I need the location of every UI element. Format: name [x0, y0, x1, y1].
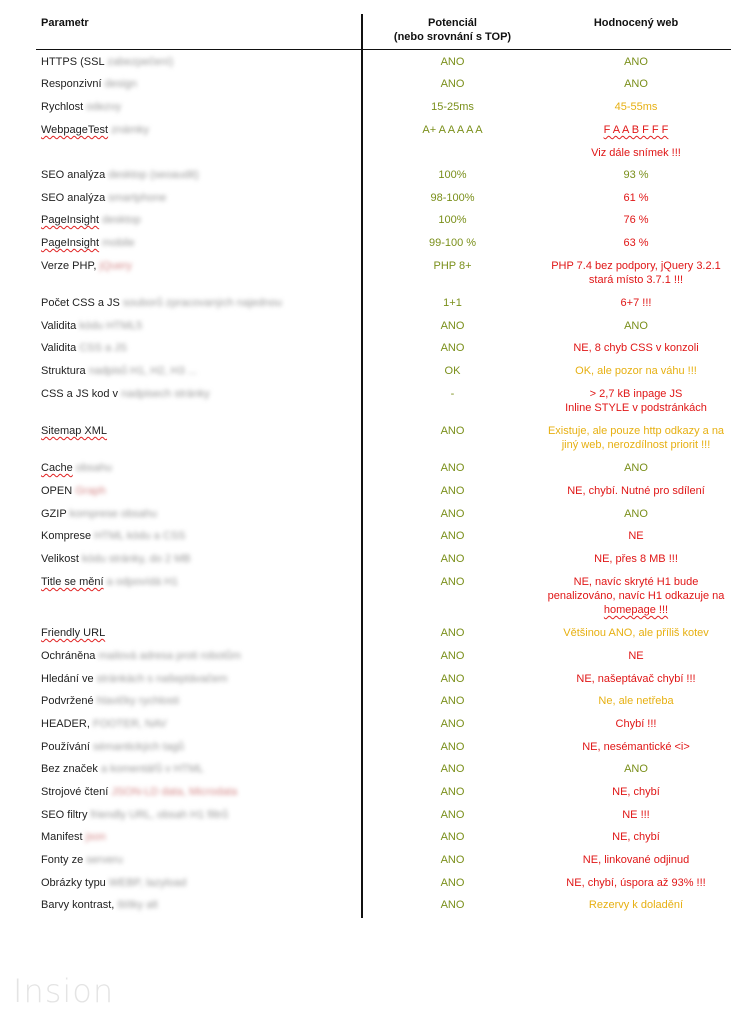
param-hidden: souborů zpracovaných najednou — [122, 297, 282, 309]
web-cell: NE, přes 8 MB !!! — [594, 553, 678, 565]
header-parameter: Parametr — [41, 17, 89, 29]
web-cell: ANO — [624, 508, 648, 520]
web-cell: NE, linkované odjinud — [582, 854, 690, 866]
param-hidden: hlavičky rychlosti — [96, 695, 180, 707]
web-cell: ANO — [624, 462, 648, 474]
web-cell: Chybí !!! — [615, 718, 657, 730]
param-hidden: kódu HTML5 — [79, 320, 143, 332]
web-cell: OK, ale pozor na váhu !!! — [575, 365, 697, 377]
param-cell — [41, 364, 351, 378]
potential-cell: A+ A A A A A — [422, 124, 483, 136]
param-cell — [41, 762, 351, 776]
param-hidden: mobile — [102, 237, 135, 249]
param-label: GZIP — [41, 508, 67, 520]
param-label: Ochráněna — [41, 650, 96, 662]
potential-cell: ANO — [440, 576, 465, 588]
param-hidden: známky — [111, 124, 150, 136]
web-cell: 61 % — [623, 192, 649, 204]
param-cell — [41, 296, 351, 310]
param-label: Validita — [41, 342, 77, 354]
potential-cell: 100% — [438, 169, 467, 181]
web-cell: Rezervy k doladění — [588, 899, 684, 911]
param-cell — [41, 740, 351, 754]
param-hidden: mailová adresa proti robotům — [98, 650, 241, 662]
param-hidden: jQuery — [99, 260, 132, 272]
param-cell — [41, 507, 351, 521]
param-hidden: WEBP, lazyload — [108, 877, 187, 889]
param-cell — [41, 123, 351, 137]
param-hidden: obsahu — [75, 462, 112, 474]
param-label: CSS a JS kod v — [41, 388, 119, 400]
web-cell — [540, 424, 732, 452]
param-hidden: desktop — [102, 214, 141, 226]
param-hidden: kódu stránky, do 2 MB — [81, 553, 191, 565]
potential-cell: ANO — [440, 741, 465, 753]
web-cell: NE, chybí — [612, 831, 660, 843]
param-cell — [41, 341, 351, 355]
potential-cell: 1+1 — [443, 297, 462, 309]
param-cell — [41, 77, 351, 91]
param-cell — [41, 461, 351, 475]
param-cell — [41, 259, 351, 273]
param-cell — [41, 213, 351, 227]
potential-cell: ANO — [440, 78, 465, 90]
param-hidden: nadpisů H1, H2, H3 ... — [88, 365, 197, 377]
param-hidden: CSS a JS — [79, 342, 128, 354]
web-line: Existuje, ale pouze http odkazy a na — [547, 425, 725, 437]
param-label: Obrázky typu — [41, 877, 106, 889]
param-cell — [41, 672, 351, 686]
param-label: Velikost — [41, 553, 79, 565]
param-cell — [41, 387, 351, 401]
param-hidden: friendly URL, obsah H1 filtrů — [90, 809, 229, 821]
potential-cell: ANO — [440, 320, 465, 332]
potential-cell: ANO — [440, 718, 465, 730]
web-cell: Ne, ale netřeba — [598, 695, 674, 707]
potential-cell: ANO — [440, 508, 465, 520]
potential-cell: ANO — [440, 763, 465, 775]
param-hidden: a odpovídá H1 — [106, 576, 179, 588]
param-label: Responzivní — [41, 78, 102, 90]
param-label: Struktura — [41, 365, 86, 377]
param-label: Manifest — [41, 831, 83, 843]
web-cell: Viz dále snímek !!! — [591, 147, 681, 159]
web-cell — [540, 387, 732, 415]
web-line: PHP 7.4 bez podpory, jQuery 3.2.1 — [551, 260, 721, 272]
web-line: penalizováno, navíc H1 odkazuje na — [547, 590, 725, 602]
param-hidden: štítky alt — [117, 899, 158, 911]
param-hidden: HTML kódu a CSS — [94, 530, 186, 542]
web-cell: 6+7 !!! — [620, 297, 652, 309]
potential-cell: ANO — [440, 553, 465, 565]
potential-cell: - — [450, 388, 455, 400]
param-cell — [41, 808, 351, 822]
potential-cell: ANO — [440, 462, 465, 474]
web-cell: NE — [628, 530, 644, 542]
param-hidden: serveru — [86, 854, 123, 866]
param-label: SEO analýza — [41, 169, 106, 181]
param-hidden: json — [85, 831, 106, 843]
param-hidden: nadpisech stránky — [121, 388, 210, 400]
param-cell — [41, 319, 351, 333]
header-potential-line1: Potenciál — [428, 17, 477, 29]
param-label: WebpageTest — [41, 124, 109, 136]
param-cell — [41, 876, 351, 890]
param-cell — [41, 168, 351, 182]
potential-cell: ANO — [440, 695, 465, 707]
param-cell — [41, 236, 351, 250]
web-cell: 45-55ms — [614, 101, 658, 113]
potential-cell: 15-25ms — [431, 101, 474, 113]
param-label: PageInsight — [41, 214, 100, 226]
param-label: Cache — [41, 462, 73, 474]
param-label: Rychlost — [41, 101, 84, 113]
web-cell: ANO — [624, 320, 648, 332]
header-divider — [36, 49, 731, 50]
web-cell: Většinou ANO, ale příliš kotev — [563, 627, 709, 639]
param-cell — [41, 529, 351, 543]
param-cell — [41, 626, 351, 640]
param-label: OPEN — [41, 485, 73, 497]
potential-cell: OK — [444, 365, 461, 377]
column-divider — [361, 14, 363, 918]
web-cell: ANO — [624, 56, 648, 68]
param-hidden: desktop (seoaudit) — [108, 169, 199, 181]
param-cell — [41, 100, 351, 114]
potential-cell: ANO — [440, 56, 465, 68]
param-label: Fonty ze — [41, 854, 84, 866]
param-hidden: komprese obsahu — [69, 508, 157, 520]
web-cell: NE, chybí. Nutné pro sdílení — [567, 485, 705, 497]
param-label: Friendly URL — [41, 627, 106, 639]
header-evaluated-web: Hodnocený web — [593, 17, 679, 29]
param-label: SEO filtry — [41, 809, 88, 821]
potential-cell: ANO — [440, 425, 465, 437]
param-label: HTTPS (SSL — [41, 56, 105, 68]
param-label: Sitemap XML — [41, 425, 108, 437]
web-cell: NE, našeptávač chybí !!! — [576, 673, 696, 685]
param-label: Hledání ve — [41, 673, 94, 685]
potential-cell: ANO — [440, 673, 465, 685]
web-cell: 93 % — [623, 169, 649, 181]
web-cell: ANO — [624, 78, 648, 90]
param-hidden: JSON-LD data, Microdata — [111, 786, 238, 798]
param-label: Verze PHP, — [41, 260, 97, 272]
web-line: > 2,7 kB inpage JS — [589, 388, 683, 400]
param-cell — [41, 424, 351, 438]
param-hidden: a komentářů v HTML — [100, 763, 204, 775]
param-hidden: stránkách s našeptávačem — [96, 673, 228, 685]
potential-cell: 98-100% — [430, 192, 475, 204]
header-potential-line2: (nebo srovnání s TOP) — [393, 31, 512, 43]
param-label: Podvržené — [41, 695, 94, 707]
param-cell — [41, 717, 351, 731]
param-cell — [41, 649, 351, 663]
param-cell — [41, 694, 351, 708]
param-label: Validita — [41, 320, 77, 332]
param-label: Počet CSS a JS — [41, 297, 120, 309]
potential-cell: ANO — [440, 650, 465, 662]
web-cell — [540, 259, 732, 287]
web-cell: NE !!! — [622, 809, 650, 821]
web-cell: 63 % — [623, 237, 649, 249]
web-line: Inline STYLE v podstránkách — [565, 402, 707, 414]
param-cell — [41, 785, 351, 799]
param-label: SEO analýza — [41, 192, 106, 204]
potential-cell: PHP 8+ — [433, 260, 472, 272]
potential-cell: 99-100 % — [428, 237, 477, 249]
param-cell — [41, 898, 351, 912]
web-cell: 76 % — [623, 214, 649, 226]
param-hidden: design — [104, 78, 138, 90]
param-cell — [41, 853, 351, 867]
potential-cell: ANO — [440, 342, 465, 354]
param-label: Bez značek — [41, 763, 98, 775]
param-cell — [41, 55, 351, 69]
param-hidden: FOOTER, NAV — [92, 718, 167, 730]
web-cell: ANO — [624, 763, 648, 775]
param-hidden: Graph — [75, 485, 106, 497]
param-cell — [41, 484, 351, 498]
potential-cell: 100% — [438, 214, 467, 226]
potential-cell: ANO — [440, 899, 465, 911]
param-label: Strojové čtení — [41, 786, 109, 798]
potential-cell: ANO — [440, 877, 465, 889]
web-line: homepage !!! — [603, 604, 669, 616]
param-cell — [41, 830, 351, 844]
potential-cell: ANO — [440, 627, 465, 639]
param-hidden: zabezpečení) — [107, 56, 174, 68]
web-cell: NE — [628, 650, 644, 662]
potential-cell: ANO — [440, 809, 465, 821]
param-cell — [41, 552, 351, 566]
param-hidden: odezvy — [86, 101, 122, 113]
param-label: Barvy kontrast, — [41, 899, 115, 911]
web-line: jiný web, nerozdílnost priorit !!! — [561, 439, 711, 451]
param-label: HEADER, — [41, 718, 90, 730]
web-line: stará místo 3.7.1 !!! — [588, 274, 684, 286]
web-line: NE, navíc skryté H1 bude — [573, 576, 699, 588]
potential-cell: ANO — [440, 530, 465, 542]
web-cell: NE, nesémantické <i> — [582, 741, 690, 753]
web-cell: NE, chybí — [612, 786, 660, 798]
web-cell — [540, 575, 732, 617]
param-label: Title se mění — [41, 576, 104, 588]
param-label: PageInsight — [41, 237, 100, 249]
param-label: Komprese — [41, 530, 92, 542]
potential-cell: ANO — [440, 786, 465, 798]
param-cell — [41, 191, 351, 205]
param-hidden: sémantických tagů — [92, 741, 185, 753]
web-cell: NE, chybí, úspora až 93% !!! — [566, 877, 706, 889]
header-potential — [365, 16, 540, 44]
potential-cell: ANO — [440, 854, 465, 866]
potential-cell: ANO — [440, 485, 465, 497]
param-label: Používání — [41, 741, 90, 753]
potential-cell: ANO — [440, 831, 465, 843]
param-cell — [41, 575, 351, 589]
web-cell: NE, 8 chyb CSS v konzoli — [573, 342, 699, 354]
param-hidden: smartphone — [108, 192, 167, 204]
web-cell: F A A B F F F — [603, 124, 669, 136]
insion-logo: Insion — [13, 972, 115, 1010]
